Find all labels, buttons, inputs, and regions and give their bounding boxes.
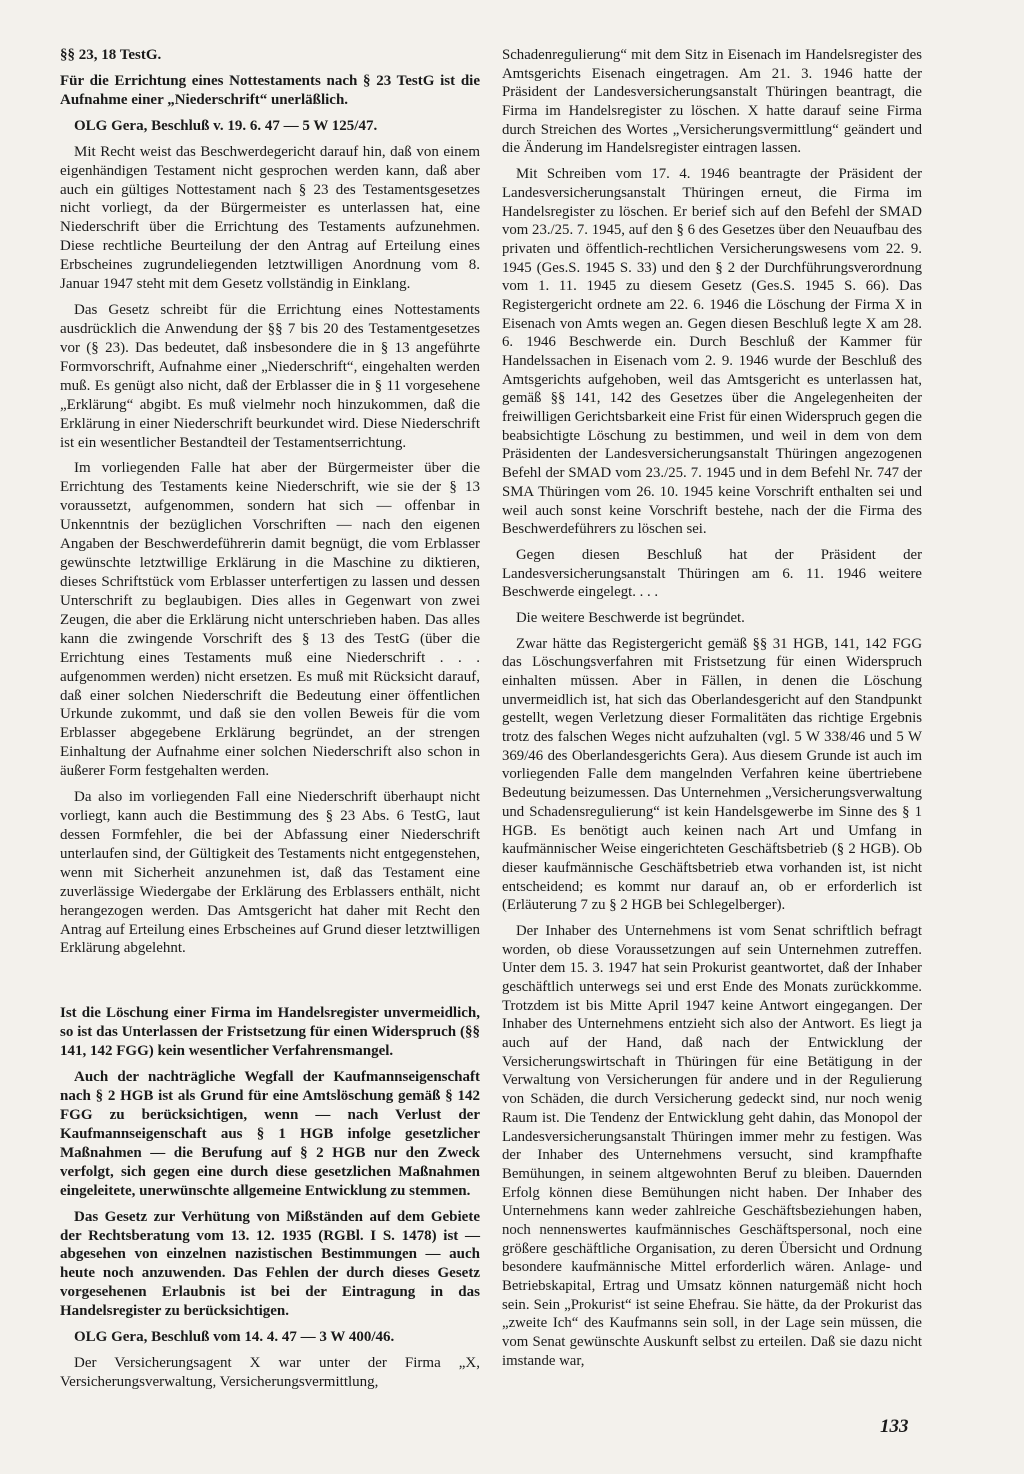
body-paragraph: Da also im vorliegenden Fall eine Niederschrift überhaupt nicht vorliegt, kann auch die Bestimmung des § 23 Abs. 6 TestG, laut dessen Formfehler, die bei der Abfassung einer Niederschrift unterlaufen sind, der Gültigkeit des Testaments nicht entgegenstehen, wenn mit Sicherheit anzunehmen ist, daß das Testament eine zuverlässige Wiedergabe der Erklärung des Erblassers enthält, nicht herangezogen werden. Das Amtsgericht hat daher mit Recht den Antrag auf Erteilung eines Erbscheines auf Grund dieser letztwilligen Erklärung abgelehnt.: [60, 789, 480, 957]
body-paragraph: Die weitere Beschwerde ist begründet.: [516, 609, 745, 626]
court-citation: OLG Gera, Beschluß v. 19. 6. 47 — 5 W 125/47.: [74, 117, 378, 134]
body-paragraph: Mit Schreiben vom 17. 4. 1946 beantragte der Präsident der Landesversicherungsanstalt Thüringen erneut, die Firma im Handelsregister zu löschen. Er berief sich auf den Befehl der SMAD vom 23./25. 7. 1945, auf den § 6 des Gesetzes über den Neuaufbau des privaten und öffentlich-rechtlichen Versicherungswesens vom 22. 9. 1945 (Ges.S. 1945 S. 33) und den § 2 der Durchführungsverordnung vom 1. 11. 1945 zu diesem Gesetz (Ges.S. 1945 S. 66). Das Registergericht ordnete am 22. 6. 1946 die Löschung der Firma X in Eisenach von Amts wegen an. Gegen diesen Beschluß legte X am 28. 6. 1946 Beschwerde ein. Durch Beschluß der Kammer für Handelssachen in Eisenach vom 2. 9. 1946 wurde der Beschluß des Amtsgerichts aufgehoben, weil das Amtsgericht es unterlassen hat, gemäß §§ 141, 142 des Gesetzes über die Angelegenheiten der freiwilligen Gerichtsbarkeit eine Frist für einen Widerspruch gegen die beabsichtigte Löschung zu bestimmen, und weil in dem von dem Präsidenten der Landesversicherungsanstalt Thüringen angezogenen Befehl der SMAD vom 23./25. 7. 1945 und in dem Befehl Nr. 747 der SMA Thüringen vom 26. 10. 1945 keine Vorschrift enthalten sei und weil auch sonst keine Vorschrift bestehe, nach der die Firma des Beschwerdeführers zu löschen sei.: [502, 166, 922, 538]
body-paragraph: Zwar hätte das Registergericht gemäß §§ 31 HGB, 141, 142 FGG das Löschungsverfahren mit Fristsetzung für einen Widerspruch einhalten müssen. Aber in Fällen, in denen die Löschung unvermeidlich ist, hat sich das Oberlandesgericht auf den Standpunkt gestellt, wegen Verletzung dieser Formalitäten das richtige Ergebnis trotz des falschen Weges nicht aufzuhalten (vgl. 5 W 338/46 und 5 W 369/46 des Oberlandesgerichts Gera). Aus diesem Grunde ist auch im vorliegenden Falle dem mangelnden Verfahren keine übertriebene Bedeutung beizumessen. Das Unternehmen „Versicherungsverwaltung und Schadensregulierung“ ist kein Handelsgewerbe im Sinne des § 1 HGB. Es benötigt auch keinen nach Art und Umfang in kaufmännischer Weise eingerichteten Geschäftsbetrieb (§ 2 HGB). Ob dieser kaufmännische Geschäftsbetrieb etwa vorhanden ist, ist nicht entscheidend; es kommt nur darauf an, ob er erforderlich ist (Erläuterung 7 zu § 2 HGB bei Schlegelberger).: [502, 635, 922, 914]
headnote: Ist die Löschung einer Firma im Handelsregister unvermeidlich, so ist das Unterlassen der Fristsetzung für einen Widerspruch (§§ 141, 142 FGG) kein wesentlicher Verfahrensmangel.: [60, 1005, 480, 1060]
body-paragraph: Gegen diesen Beschluß hat der Präsident der Landesversicherungsanstalt Thüringen am 6. 11. 1946 weitere Beschwerde eingelegt. . . .: [502, 546, 922, 601]
body-paragraph: Im vorliegenden Falle hat aber der Bürgermeister über die Errichtung des Testaments keine Niederschrift, wie sie der § 13 voraussetzt, aufgenommen, sondern hat sich — offenbar in Unkenntnis der bezüglichen Vorschriften — nach den eigenen Angaben der Beschwerdeführerin damit begnügt, die vom Erblasser gewünschte letztwillige Erklärung in die Maschine zu diktieren, dieses Schriftstück vom Erblasser unterfertigen zu lassen und dessen Unterschrift zu beglaubigen. Dies alles in Gegenwart von zwei Zeugen, die aber die Erklärung nicht unterschrieben haben. Das alles kann die zwingende Vorschrift des § 13 des TestG (über die Errichtung eines Testaments muß eine Niederschrift . . . aufgenommen werden) nicht ersetzen. Es muß mit Rücksicht darauf, daß einer solchen Niederschrift die Bedeutung einer öffentlichen Urkunde zukommt, und daß sie den vollen Beweis für die vom Erblasser abgegebene Erklärung begründet, an der strengen Einhaltung der Aufnahme einer solchen Niederschrift also schon in äußerer Form festgehalten werden.: [60, 460, 480, 780]
body-paragraph: Das Gesetz schreibt für die Errichtung eines Nottestaments ausdrücklich die Anwendung der §§ 7 bis 20 des Testamentgesetzes vor (§ 23). Das bedeutet, daß insbesondere die in § 13 angeführte Formvorschrift, Aufnahme einer „Niederschrift“, eingehalten werden muß. Es genügt also nicht, daß der Erblasser die in § 11 vorgesehene „Erklärung“ abgibt. Es muß vielmehr noch hinzukommen, daß die Erklärung in einer Niederschrift beurkundet wird. Diese Niederschrift ist ein wesentlicher Bestandteil der Testamentserrichtung.: [60, 302, 480, 451]
body-paragraph: Der Inhaber des Unternehmens ist vom Senat schriftlich befragt worden, ob diese Voraussetzungen auf sein Unternehmen zutreffen. Unter dem 15. 3. 1947 hat sein Prokurist geantwortet, daß der Inhaber geschäftlich unterwegs sei und erst Ende des Monats zurückkomme. Trotzdem ist bis Mitte April 1947 keine Antwort eingegangen. Der Inhaber des Unternehmens entzieht sich also der Antwort. Es liegt ja auch auf der Hand, daß nach der Entwicklung der Versicherungswirtschaft in Thüringen für eine Betätigung in der Verwaltung von Versicherungen für andere und in der Regulierung von Schäden, die durch Versicherung gedeckt sind, nur noch wenig Raum ist. Die Tendenz der Entwicklung geht dahin, das Monopol der Landesversicherungsanstalt Thüringen immer mehr zu festigen. Was der Inhaber des Unternehmens versucht, sind krampfhafte Bemühungen, in seinem altgewohnten Beruf zu bleiben. Dauernden Erfolg können diese Bemühungen nicht haben. Der Inhaber des Unternehmens kann weder zahlreiche Geschäftsbeziehungen haben, noch nennenswertes kaufmännisches Geschäftspersonal, noch eine größere geschäftliche Organisation, zu deren Übersicht und Ordnung besondere kaufmännische Mittel erforderlich wären. Anlage- und Betriebskapital, Ertrag und Umsatz können naturgemäß nicht hoch sein. Sein „Prokurist“ ist seine Ehefrau. Sie hätte, da der Prokurist das „zweite Ich“ des Kaufmanns sein soll, in der Lage sein müssen, die vom Senat gewünschte Auskunft selbst zu erteilen. Daß sie dazu nicht imstande war,: [502, 922, 922, 1369]
left-column: [60, 46, 480, 1399]
page-number: 133: [880, 1416, 909, 1437]
headnote: Für die Errichtung eines Nottestaments nach § 23 TestG ist die Aufnahme einer „Niederschrift“ unerläßlich.: [60, 72, 480, 108]
headnote: Auch der nachträgliche Wegfall der Kaufmannseigenschaft nach § 2 HGB ist als Grund für eine Amtslöschung gemäß § 142 FGG zu berücksichtigen, wenn — nach Verlust der Kaufmannseigenschaft aus § 1 HGB infolge gesetzlicher Maßnahmen — die Berufung auf § 2 HGB nur den Zweck verfolgt, sich gegen eine durch diese gesetzlichen Maßnahmen eingeleitete, unerwünschte allgemeine Entwicklung zu stemmen.: [60, 1069, 480, 1199]
body-paragraph: Schadenregulierung“ mit dem Sitz in Eisenach im Handelsregister des Amtsgerichts Eisenach eingetragen. Am 21. 3. 1946 hatte der Präsident der Landesversicherungsanstalt Thüringen beantragt, die Firma im Handelsregister zu löschen. X hatte darauf seine Firma durch Streichen des Wortes „Versicherungsvermittlung“ geändert und die Änderung im Handelsregister eintragen lassen.: [502, 47, 922, 157]
body-paragraph: Der Versicherungsagent X war unter der Firma „X, Versicherungsverwaltung, Versicherungsvermittlung,: [60, 1355, 480, 1390]
court-citation: OLG Gera, Beschluß vom 14. 4. 47 — 3 W 400/46.: [74, 1329, 395, 1346]
body-paragraph: Mit Recht weist das Beschwerdegericht darauf hin, daß von einem eigenhändigen Testament nicht gesprochen werden kann, daß aber auch ein gültiges Nottestament nach § 23 des Testamentsgesetzes nicht vorliegt, da der Bürgermeister es unterlassen hat, eine Niederschrift über die Errichtung des Testaments aufzunehmen. Diese rechtliche Beurteilung der den Antrag auf Erteilung eines Erbscheines zugrundeliegenden letztwilligen Anordnung vom 8. Januar 1947 steht mit dem Gesetz vollständig in Einklang.: [60, 143, 480, 293]
right-column: [502, 46, 922, 1377]
headnote: Das Gesetz zur Verhütung von Mißständen auf dem Gebiete der Rechtsberatung vom 13. 12. 1935 (RGBl. I S. 1478) ist — abgesehen von einzelnen nazistischen Bestimmungen — auch heute noch anzuwenden. Das Fehlen der durch dieses Gesetz vorgesehenen Erlaubnis ist bei der Eintragung in das Handelsregister zu berücksichtigen.: [60, 1208, 480, 1320]
section-heading: §§ 23, 18 TestG.: [60, 47, 162, 63]
